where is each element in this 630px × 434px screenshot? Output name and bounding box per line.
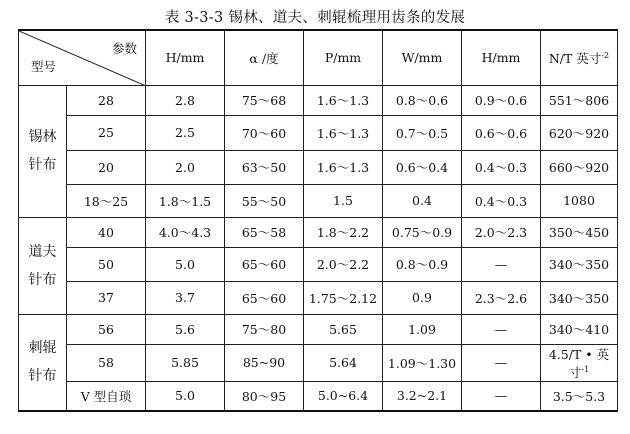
table-cell: 2.0 [146, 150, 225, 184]
table-cell: 0.7～0.5 [383, 115, 462, 150]
table-cell: 1080 [541, 184, 618, 217]
model-cell: V 型自琐 [67, 381, 146, 411]
column-header-nt-text: N/T 英寸 [548, 50, 602, 66]
table-cell: 1.6～1.3 [304, 150, 383, 184]
table-cell-text: 4.5/T • 英寸 [548, 346, 610, 380]
header-corner-cell [19, 30, 146, 85]
table-cell: 4.0～4.3 [146, 217, 225, 247]
table-cell: 75～68 [225, 85, 304, 115]
table-cell: 1.6～1.3 [304, 85, 383, 115]
table-cell: 5.0 [146, 247, 225, 281]
table-cell: 2.3～2.6 [462, 281, 541, 314]
table-row [19, 115, 618, 150]
table-cell: 3.2~2.1 [383, 381, 462, 411]
group-label-lickerin [19, 314, 67, 411]
table-cell: 5.0 [146, 381, 225, 411]
table-cell: 660～920 [541, 150, 618, 184]
model-cell: 37 [67, 281, 146, 314]
table-caption: 表 3-3-3 锡林、道夫、刺辊梳理用齿条的发展 [164, 10, 466, 26]
table-cell: 85~90 [225, 344, 304, 381]
table-cell: 70～60 [225, 115, 304, 150]
table-cell: 1.09 [383, 314, 462, 344]
table-cell: 2.5 [146, 115, 225, 150]
group-label-doffer [19, 217, 67, 314]
model-cell: 56 [67, 314, 146, 344]
group-label-line1: 刺辊 [28, 340, 57, 357]
table-cell: 0.9 [383, 281, 462, 314]
table-cell: 65～58 [225, 217, 304, 247]
group-label-line2: 针布 [28, 157, 57, 173]
table-cell: 2.0～2.3 [462, 217, 541, 247]
table-cell: 65～60 [225, 281, 304, 314]
table-cell: — [462, 344, 541, 381]
table-cell: 3.5～5.3 [541, 381, 618, 411]
table-cell-exponent: -1 [581, 364, 590, 374]
table-cell: 340～410 [541, 314, 618, 344]
model-cell: 58 [67, 344, 146, 381]
header-model-label: 型号 [31, 58, 57, 74]
table-cell: 3.7 [146, 281, 225, 314]
table-cell: 5.0~6.4 [304, 381, 383, 411]
table-row [19, 150, 618, 184]
table-cell: 5.65 [304, 314, 383, 344]
group-label-line1: 锡林 [28, 129, 57, 145]
card-clothing-table [18, 29, 618, 412]
table-cell: 5.85 [146, 344, 225, 381]
table-cell: 0.4～0.3 [462, 150, 541, 184]
table-cell: 0.4～0.3 [462, 184, 541, 217]
table-cell: 0.8～0.9 [383, 247, 462, 281]
table-row [19, 217, 618, 247]
model-cell: 18～25 [67, 184, 146, 217]
table-cell: 75～80 [225, 314, 304, 344]
table-row [19, 381, 618, 411]
table-cell: 1.8～1.5 [146, 184, 225, 217]
table-cell: 2.8 [146, 85, 225, 115]
table-row [19, 184, 618, 217]
group-label-line2: 针布 [28, 271, 57, 288]
table-cell: 0.9～0.6 [462, 85, 541, 115]
table-row [19, 344, 618, 381]
group-label-line2: 针布 [28, 368, 57, 385]
table-cell: — [462, 314, 541, 344]
table-cell: 0.4 [383, 184, 462, 217]
table-cell: 1.5 [304, 184, 383, 217]
column-header-nt [541, 30, 618, 85]
model-cell: 50 [67, 247, 146, 281]
table-cell: 0.6～0.6 [462, 115, 541, 150]
table-cell: 55～50 [225, 184, 304, 217]
table-cell: 0.8～0.6 [383, 85, 462, 115]
model-cell: 25 [67, 115, 146, 150]
model-cell: 20 [67, 150, 146, 184]
table-cell: 340～350 [541, 247, 618, 281]
header-row [19, 30, 618, 85]
table-cell: 5.6 [146, 314, 225, 344]
table-cell: 65～60 [225, 247, 304, 281]
column-header-h: H/mm [146, 30, 225, 85]
model-cell: 40 [67, 217, 146, 247]
header-param-label: 参数 [111, 41, 137, 56]
table-row [19, 247, 618, 281]
table-cell: 1.8～2.2 [304, 217, 383, 247]
table-row [19, 281, 618, 314]
column-header-nt-exponent: -2 [601, 50, 610, 60]
model-cell: 28 [67, 85, 146, 115]
column-header-alpha: α /度 [225, 30, 304, 85]
table-row [19, 85, 618, 115]
table-cell [541, 344, 618, 381]
table-cell: 350～450 [541, 217, 618, 247]
column-header-h2: H/mm [462, 30, 541, 85]
group-label-cylinder [19, 85, 67, 217]
table-cell: — [462, 247, 541, 281]
group-label-line1: 道夫 [28, 243, 57, 260]
table-cell: 1.09～1.30 [383, 344, 462, 381]
column-header-p: P/mm [304, 30, 383, 85]
table-cell: 1.6～1.3 [304, 115, 383, 150]
table-cell: 5.64 [304, 344, 383, 381]
table-cell: — [462, 381, 541, 411]
table-cell: 0.6～0.4 [383, 150, 462, 184]
table-cell: 340～350 [541, 281, 618, 314]
table-cell: 0.75～0.9 [383, 217, 462, 247]
table-cell: 63～50 [225, 150, 304, 184]
table-cell: 551～806 [541, 85, 618, 115]
table-cell: 1.75～2.12 [304, 281, 383, 314]
table-cell: 2.0～2.2 [304, 247, 383, 281]
table-row [19, 314, 618, 344]
table-cell: 80～95 [225, 381, 304, 411]
column-header-w: W/mm [383, 30, 462, 85]
table-cell: 620～920 [541, 115, 618, 150]
